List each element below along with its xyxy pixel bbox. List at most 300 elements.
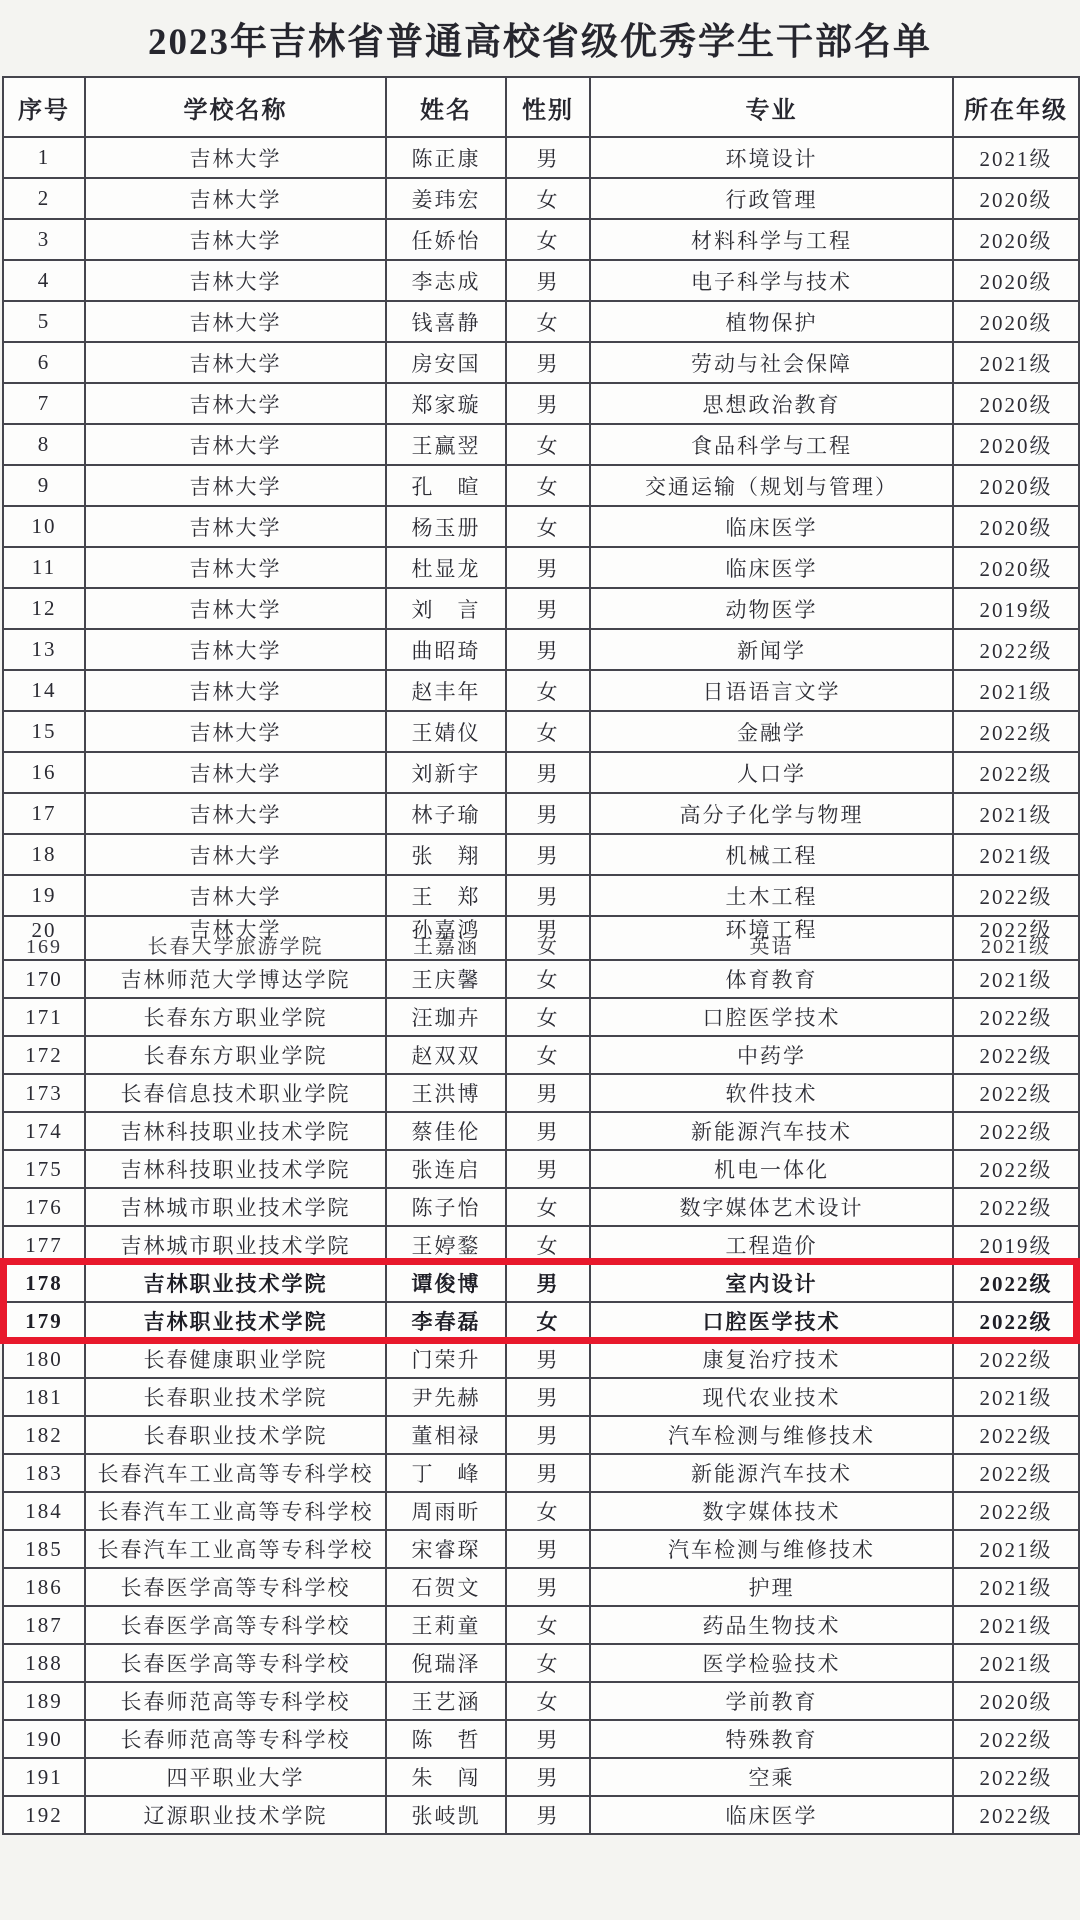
cell-gender: 男 (506, 1340, 590, 1378)
cell-gender: 男 (506, 547, 590, 588)
cell-no: 178 (3, 1264, 85, 1302)
cell-name: 倪瑞泽 (386, 1644, 506, 1682)
cell-gender: 男 (506, 137, 590, 178)
cell-major: 土木工程 (590, 875, 953, 916)
cell-name: 李志成 (386, 260, 506, 301)
table-row (3, 1492, 1079, 1530)
cell-name: 张岐凯 (386, 1796, 506, 1834)
cell-major: 临床医学 (590, 1796, 953, 1834)
cell-major-overlap (590, 916, 953, 960)
cell-no: 10 (3, 506, 85, 547)
cell-major: 软件技术 (590, 1074, 953, 1112)
cell-school: 吉林大学 (85, 260, 386, 301)
overlap-bottom-text: 2021级 (981, 936, 1051, 958)
cell-no: 186 (3, 1568, 85, 1606)
cell-gender: 女 (506, 1226, 590, 1264)
roster-table (2, 76, 1080, 1835)
cell-gender: 女 (506, 670, 590, 711)
cell-gender: 男 (506, 1416, 590, 1454)
cell-gender: 女 (506, 1188, 590, 1226)
header-name: 姓名 (386, 77, 506, 137)
cell-school: 吉林大学 (85, 383, 386, 424)
cell-major: 材料科学与工程 (590, 219, 953, 260)
cell-no: 13 (3, 629, 85, 670)
cell-school: 吉林大学 (85, 547, 386, 588)
cell-no: 192 (3, 1796, 85, 1834)
cell-no: 1 (3, 137, 85, 178)
table-row (3, 834, 1079, 875)
cell-school: 吉林大学 (85, 424, 386, 465)
cell-name: 刘 言 (386, 588, 506, 629)
cell-school: 吉林城市职业技术学院 (85, 1226, 386, 1264)
cell-gender: 男 (506, 342, 590, 383)
table-row (3, 1150, 1079, 1188)
table-row (3, 342, 1079, 383)
cell-no: 191 (3, 1758, 85, 1796)
cell-no: 19 (3, 875, 85, 916)
table-row (3, 137, 1079, 178)
cell-no: 5 (3, 301, 85, 342)
cell-gender: 男 (506, 1758, 590, 1796)
cell-school: 长春职业技术学院 (85, 1378, 386, 1416)
table-row (3, 1112, 1079, 1150)
cell-no: 176 (3, 1188, 85, 1226)
cell-gender: 女 (506, 1682, 590, 1720)
table-row (3, 1188, 1079, 1226)
roster-table-wrap (2, 76, 1078, 1835)
cell-gender: 女 (506, 711, 590, 752)
cell-no: 12 (3, 588, 85, 629)
cell-name: 林子瑜 (386, 793, 506, 834)
table-row (3, 424, 1079, 465)
cell-no: 180 (3, 1340, 85, 1378)
cell-name: 郑家璇 (386, 383, 506, 424)
overlap-top-text: 男 (536, 918, 560, 942)
cell-no: 189 (3, 1682, 85, 1720)
cell-name: 孔 暄 (386, 465, 506, 506)
cell-name: 宋睿琛 (386, 1530, 506, 1568)
header-major: 专业 (590, 77, 953, 137)
table-row (3, 1530, 1079, 1568)
cell-gender: 男 (506, 875, 590, 916)
cell-school: 长春医学高等专科学校 (85, 1606, 386, 1644)
cell-major: 汽车检测与维修技术 (590, 1416, 953, 1454)
cell-name: 钱喜静 (386, 301, 506, 342)
cell-school: 吉林大学 (85, 178, 386, 219)
cell-gender: 女 (506, 960, 590, 998)
cell-name: 李春磊 (386, 1302, 506, 1340)
cell-grade: 2022级 (953, 752, 1079, 793)
cell-major: 电子科学与技术 (590, 260, 953, 301)
cell-no: 8 (3, 424, 85, 465)
cell-school: 吉林大学 (85, 465, 386, 506)
cell-gender: 男 (506, 1378, 590, 1416)
cell-gender: 女 (506, 1036, 590, 1074)
cell-name: 王庆馨 (386, 960, 506, 998)
cell-no: 3 (3, 219, 85, 260)
cell-no-overlap (3, 916, 85, 960)
cell-major: 口腔医学技术 (590, 1302, 953, 1340)
cell-school: 长春健康职业学院 (85, 1340, 386, 1378)
cell-major: 体育教育 (590, 960, 953, 998)
header-no: 序号 (3, 77, 85, 137)
cell-gender: 男 (506, 752, 590, 793)
cell-name: 张连启 (386, 1150, 506, 1188)
cell-school: 吉林大学 (85, 875, 386, 916)
cell-no: 177 (3, 1226, 85, 1264)
cell-major: 金融学 (590, 711, 953, 752)
table-row (3, 1758, 1079, 1796)
cell-no: 171 (3, 998, 85, 1036)
cell-major: 新能源汽车技术 (590, 1454, 953, 1492)
table-row (3, 875, 1079, 916)
cell-school: 长春师范高等专科学校 (85, 1720, 386, 1758)
cell-gender: 男 (506, 1112, 590, 1150)
cell-grade: 2022级 (953, 1758, 1079, 1796)
cell-name: 王洪博 (386, 1074, 506, 1112)
cell-name: 赵丰年 (386, 670, 506, 711)
cell-school: 吉林科技职业技术学院 (85, 1150, 386, 1188)
cell-school: 吉林科技职业技术学院 (85, 1112, 386, 1150)
cell-gender: 男 (506, 1150, 590, 1188)
cell-major: 机电一体化 (590, 1150, 953, 1188)
cell-grade: 2022级 (953, 1492, 1079, 1530)
cell-grade: 2020级 (953, 301, 1079, 342)
cell-major: 口腔医学技术 (590, 998, 953, 1036)
table-row (3, 383, 1079, 424)
cell-no: 2 (3, 178, 85, 219)
cell-gender: 女 (506, 465, 590, 506)
cell-name: 门荣升 (386, 1340, 506, 1378)
cell-school: 吉林大学 (85, 506, 386, 547)
cell-major: 学前教育 (590, 1682, 953, 1720)
cell-no: 179 (3, 1302, 85, 1340)
cell-major: 空乘 (590, 1758, 953, 1796)
cell-school: 吉林大学 (85, 219, 386, 260)
cell-no: 17 (3, 793, 85, 834)
cell-major: 临床医学 (590, 547, 953, 588)
cell-school: 长春职业技术学院 (85, 1416, 386, 1454)
cell-name: 张 翔 (386, 834, 506, 875)
overlap-bottom-text: 长春大学旅游学院 (147, 936, 324, 958)
cell-no: 6 (3, 342, 85, 383)
cell-major: 日语语言文学 (590, 670, 953, 711)
cell-school: 长春汽车工业高等专科学校 (85, 1492, 386, 1530)
cell-no: 170 (3, 960, 85, 998)
table-row (3, 1682, 1079, 1720)
overlap-top-text: 环境工程 (725, 918, 818, 942)
cell-name: 谭俊博 (386, 1264, 506, 1302)
table-row (3, 260, 1079, 301)
table-row (3, 960, 1079, 998)
cell-name: 王婷鍪 (386, 1226, 506, 1264)
cell-no: 14 (3, 670, 85, 711)
table-row (3, 178, 1079, 219)
cell-name: 赵双双 (386, 1036, 506, 1074)
cell-major: 交通运输（规划与管理） (590, 465, 953, 506)
cell-grade: 2022级 (953, 1302, 1079, 1340)
cell-name: 刘新宇 (386, 752, 506, 793)
cell-gender: 女 (506, 998, 590, 1036)
cell-no: 172 (3, 1036, 85, 1074)
cell-grade: 2022级 (953, 711, 1079, 752)
cell-major: 思想政治教育 (590, 383, 953, 424)
table-row (3, 1074, 1079, 1112)
cell-gender: 女 (506, 506, 590, 547)
cell-no: 15 (3, 711, 85, 752)
cell-name: 丁 峰 (386, 1454, 506, 1492)
cell-name: 王赢翌 (386, 424, 506, 465)
cell-major: 高分子化学与物理 (590, 793, 953, 834)
cell-gender: 男 (506, 1264, 590, 1302)
cell-school: 吉林职业技术学院 (85, 1302, 386, 1340)
cell-grade: 2020级 (953, 178, 1079, 219)
cell-no: 185 (3, 1530, 85, 1568)
table-row (3, 1796, 1079, 1834)
overlap-bottom-text: 英语 (749, 936, 794, 958)
cell-name: 王 郑 (386, 875, 506, 916)
overlap-bottom-text: 169 (26, 936, 62, 958)
cell-major: 环境设计 (590, 137, 953, 178)
cell-grade: 2022级 (953, 1264, 1079, 1302)
cell-major: 工程造价 (590, 1226, 953, 1264)
cell-school: 吉林大学 (85, 588, 386, 629)
cell-name: 姜玮宏 (386, 178, 506, 219)
cell-name: 杨玉册 (386, 506, 506, 547)
cell-grade: 2022级 (953, 1454, 1079, 1492)
table-row (3, 1302, 1079, 1340)
cell-grade: 2021级 (953, 1606, 1079, 1644)
table-row (3, 1378, 1079, 1416)
table-row (3, 301, 1079, 342)
cell-name: 陈 哲 (386, 1720, 506, 1758)
cell-school: 吉林大学 (85, 711, 386, 752)
overlap-top-text: 20 (31, 918, 57, 942)
table-row (3, 1340, 1079, 1378)
cell-grade: 2021级 (953, 1644, 1079, 1682)
cell-no: 11 (3, 547, 85, 588)
cell-grade: 2022级 (953, 1796, 1079, 1834)
cell-no: 16 (3, 752, 85, 793)
cell-school: 吉林大学 (85, 834, 386, 875)
cell-gender: 女 (506, 1606, 590, 1644)
cell-gender: 男 (506, 1796, 590, 1834)
header-gender: 性别 (506, 77, 590, 137)
cell-gender: 女 (506, 424, 590, 465)
cell-school: 长春医学高等专科学校 (85, 1644, 386, 1682)
table-row (3, 1720, 1079, 1758)
table-row (3, 1644, 1079, 1682)
cell-school: 长春信息技术职业学院 (85, 1074, 386, 1112)
cell-grade: 2022级 (953, 1150, 1079, 1188)
cell-school: 吉林大学 (85, 793, 386, 834)
cell-name: 周雨昕 (386, 1492, 506, 1530)
cell-grade: 2020级 (953, 219, 1079, 260)
cell-name: 王莉童 (386, 1606, 506, 1644)
overlap-bottom-text: 王嘉涵 (413, 936, 479, 958)
cell-grade: 2022级 (953, 629, 1079, 670)
cell-grade: 2021级 (953, 137, 1079, 178)
cell-major: 中药学 (590, 1036, 953, 1074)
cell-gender: 男 (506, 260, 590, 301)
table-row (3, 1264, 1079, 1302)
cell-gender: 男 (506, 1074, 590, 1112)
table-row (3, 670, 1079, 711)
cell-major: 食品科学与工程 (590, 424, 953, 465)
cell-gender: 男 (506, 629, 590, 670)
cell-gender: 男 (506, 1530, 590, 1568)
cell-major: 临床医学 (590, 506, 953, 547)
cell-no: 187 (3, 1606, 85, 1644)
cell-school: 吉林大学 (85, 301, 386, 342)
cell-school: 吉林大学 (85, 752, 386, 793)
cell-name: 王艺涵 (386, 1682, 506, 1720)
cell-major: 室内设计 (590, 1264, 953, 1302)
table-row (3, 793, 1079, 834)
cell-major: 人口学 (590, 752, 953, 793)
cell-no: 175 (3, 1150, 85, 1188)
table-row (3, 629, 1079, 670)
cell-major: 新闻学 (590, 629, 953, 670)
overlap-top-text: 吉林大学 (189, 918, 282, 942)
cell-school: 长春汽车工业高等专科学校 (85, 1454, 386, 1492)
cell-school: 吉林职业技术学院 (85, 1264, 386, 1302)
cell-major: 数字媒体艺术设计 (590, 1188, 953, 1226)
cell-name: 杜显龙 (386, 547, 506, 588)
cell-major: 动物医学 (590, 588, 953, 629)
cell-grade: 2022级 (953, 1112, 1079, 1150)
overlap-top-text: 孙嘉鸿 (411, 918, 481, 942)
cell-grade: 2022级 (953, 1720, 1079, 1758)
cell-gender: 女 (506, 1492, 590, 1530)
table-row-spliced-overlap (3, 916, 1079, 960)
cell-gender: 女 (506, 1302, 590, 1340)
page-title: 2023年吉林省普通高校省级优秀学生干部名单 (148, 22, 932, 63)
table-row (3, 998, 1079, 1036)
table-body (3, 137, 1079, 1834)
cell-grade: 2022级 (953, 1340, 1079, 1378)
cell-no: 9 (3, 465, 85, 506)
table-row (3, 752, 1079, 793)
cell-grade: 2022级 (953, 998, 1079, 1036)
table-row (3, 1568, 1079, 1606)
cell-grade: 2020级 (953, 547, 1079, 588)
cell-grade-overlap (953, 916, 1079, 960)
cell-name: 任娇怡 (386, 219, 506, 260)
cell-grade: 2020级 (953, 424, 1079, 465)
cell-grade: 2021级 (953, 670, 1079, 711)
cell-name: 董相禄 (386, 1416, 506, 1454)
cell-major: 数字媒体技术 (590, 1492, 953, 1530)
header-grade: 所在年级 (953, 77, 1079, 137)
cell-school: 长春师范高等专科学校 (85, 1682, 386, 1720)
header-row (3, 77, 1079, 137)
cell-major: 劳动与社会保障 (590, 342, 953, 383)
cell-grade: 2020级 (953, 383, 1079, 424)
cell-major: 现代农业技术 (590, 1378, 953, 1416)
cell-major: 行政管理 (590, 178, 953, 219)
cell-school: 吉林大学 (85, 342, 386, 383)
cell-no: 182 (3, 1416, 85, 1454)
cell-gender: 男 (506, 383, 590, 424)
overlap-bottom-text: 女 (537, 936, 559, 958)
cell-school: 吉林城市职业技术学院 (85, 1188, 386, 1226)
cell-no: 173 (3, 1074, 85, 1112)
cell-no: 7 (3, 383, 85, 424)
cell-school: 长春汽车工业高等专科学校 (85, 1530, 386, 1568)
cell-school: 吉林大学 (85, 629, 386, 670)
cell-school: 吉林师范大学博达学院 (85, 960, 386, 998)
cell-grade: 2021级 (953, 834, 1079, 875)
cell-name: 房安国 (386, 342, 506, 383)
cell-major: 护理 (590, 1568, 953, 1606)
cell-gender: 女 (506, 301, 590, 342)
cell-major: 新能源汽车技术 (590, 1112, 953, 1150)
cell-school-overlap (85, 916, 386, 960)
cell-grade: 2022级 (953, 1036, 1079, 1074)
cell-major: 药品生物技术 (590, 1606, 953, 1644)
cell-grade: 2021级 (953, 793, 1079, 834)
cell-major: 机械工程 (590, 834, 953, 875)
cell-grade: 2021级 (953, 1568, 1079, 1606)
cell-name: 曲昭琦 (386, 629, 506, 670)
cell-name-overlap (386, 916, 506, 960)
cell-grade: 2021级 (953, 960, 1079, 998)
cell-grade: 2022级 (953, 1188, 1079, 1226)
cell-grade: 2022级 (953, 875, 1079, 916)
cell-name: 陈正康 (386, 137, 506, 178)
table-row (3, 547, 1079, 588)
cell-school: 长春医学高等专科学校 (85, 1568, 386, 1606)
cell-no: 188 (3, 1644, 85, 1682)
cell-no: 174 (3, 1112, 85, 1150)
cell-grade: 2021级 (953, 1530, 1079, 1568)
cell-grade: 2020级 (953, 1682, 1079, 1720)
cell-gender: 女 (506, 219, 590, 260)
cell-grade: 2019级 (953, 1226, 1079, 1264)
cell-gender: 男 (506, 1720, 590, 1758)
cell-gender: 男 (506, 1568, 590, 1606)
cell-name: 蔡佳伦 (386, 1112, 506, 1150)
table-row (3, 1416, 1079, 1454)
cell-gender: 女 (506, 1644, 590, 1682)
overlap-top-text: 2022级 (979, 918, 1053, 942)
cell-gender: 女 (506, 178, 590, 219)
cell-gender: 男 (506, 1454, 590, 1492)
table-row (3, 1226, 1079, 1264)
cell-school: 吉林大学 (85, 137, 386, 178)
cell-grade: 2020级 (953, 260, 1079, 301)
cell-school: 长春东方职业学院 (85, 1036, 386, 1074)
header-school: 学校名称 (85, 77, 386, 137)
cell-major: 汽车检测与维修技术 (590, 1530, 953, 1568)
cell-grade: 2021级 (953, 342, 1079, 383)
table-row (3, 1454, 1079, 1492)
cell-major: 植物保护 (590, 301, 953, 342)
cell-gender: 男 (506, 793, 590, 834)
cell-name: 朱 闯 (386, 1758, 506, 1796)
cell-school: 吉林大学 (85, 670, 386, 711)
table-row (3, 1036, 1079, 1074)
cell-no: 4 (3, 260, 85, 301)
cell-major: 特殊教育 (590, 1720, 953, 1758)
cell-major: 医学检验技术 (590, 1644, 953, 1682)
cell-grade: 2022级 (953, 1416, 1079, 1454)
cell-no: 18 (3, 834, 85, 875)
cell-gender: 男 (506, 834, 590, 875)
cell-name: 陈子怡 (386, 1188, 506, 1226)
table-row (3, 506, 1079, 547)
